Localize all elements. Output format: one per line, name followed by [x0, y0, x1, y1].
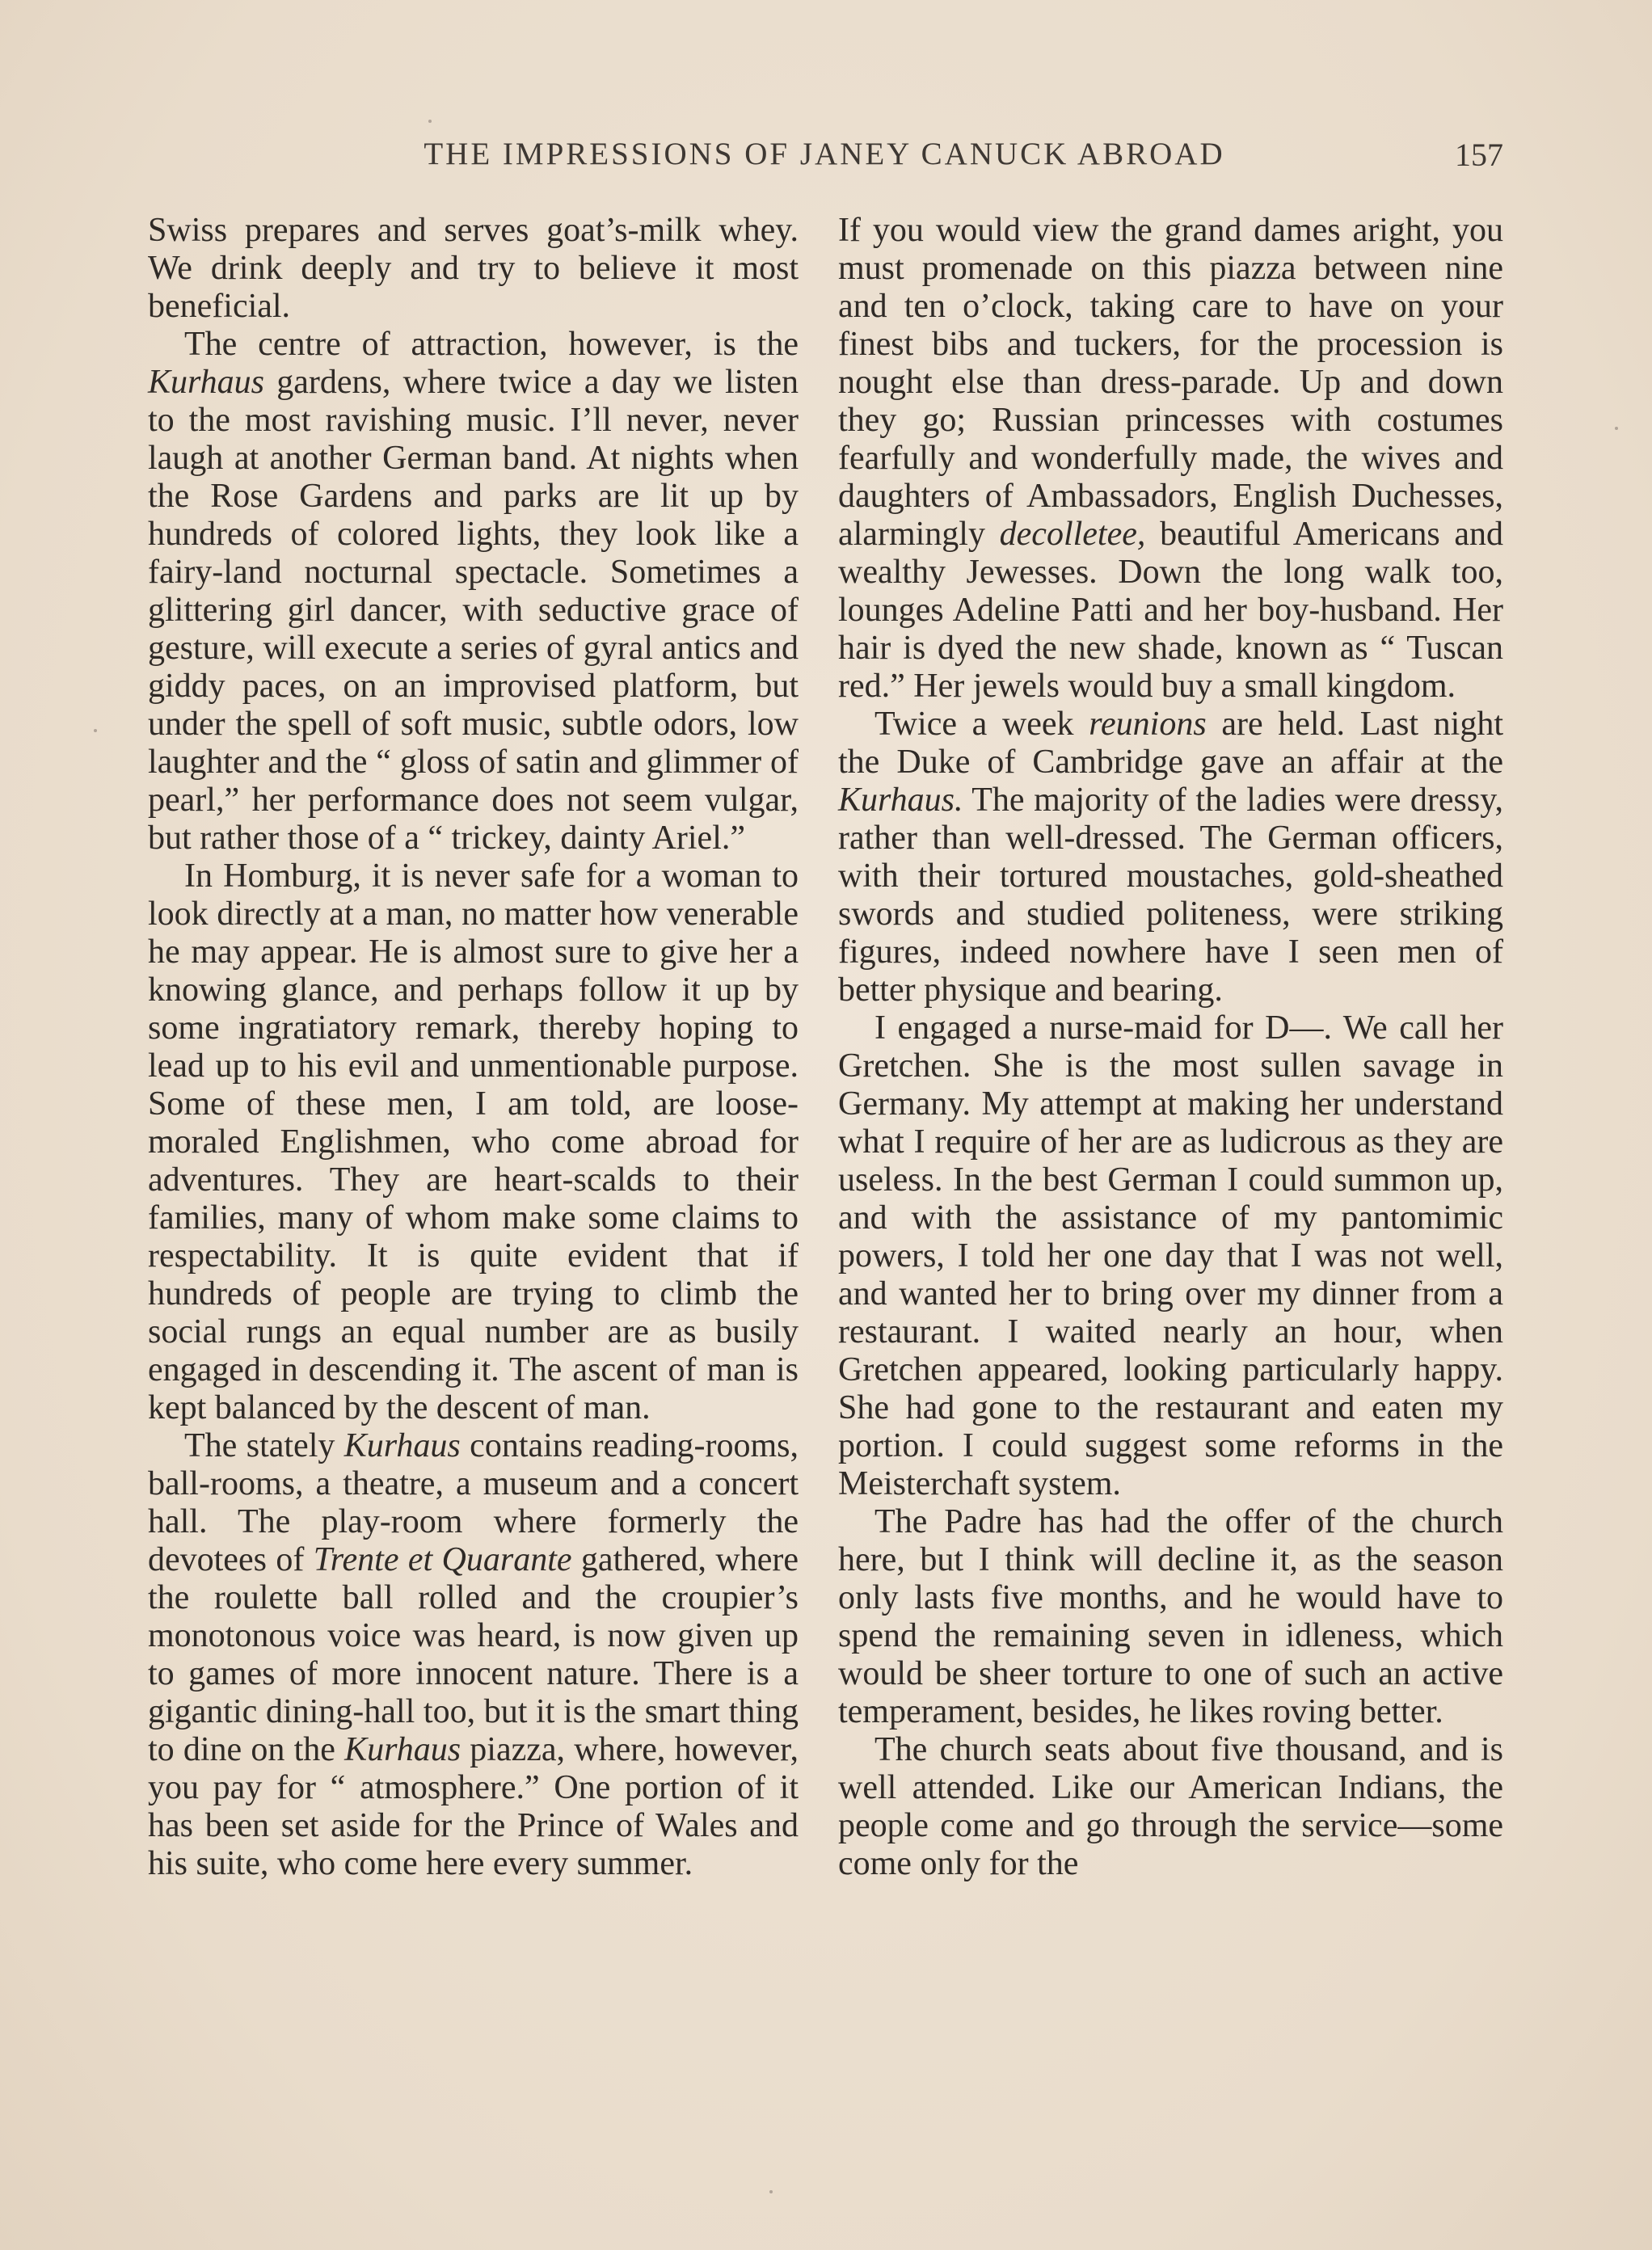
- running-title: THE IMPRESSIONS OF JANEY CANUCK ABROAD: [424, 137, 1225, 171]
- italic-term: Kurhaus: [343, 1427, 461, 1464]
- paragraph-text: In Homburg, it is never safe for a woman to look directly at a man, no matter how venerable he may appear. He is almost sure to give her a knowing glance, and perhaps follow it up by some ingratiatory remark, thereby hoping to lead up to his evil and unmentionable purpose. Some of these men, I am told, are loose-moraled Englishmen, who come abroad for adventures. They are heart-scalds to their families, many of whom make some claims to respectability. It is quite evident that if hundreds of people are trying to climb the social rungs an equal number are as busily engaged in descending it. The ascent of man is kept balanced by the descent of man.: [148, 857, 799, 1426]
- paper-speck: [94, 729, 97, 732]
- italic-term: decolletee,: [999, 516, 1146, 553]
- paragraph: [838, 212, 1503, 706]
- right-column: [838, 212, 1503, 1883]
- paragraph-text: The church seats about five thousand, and is well attended. Like our American Indians, the people come and go through the service—some come only for the: [838, 1731, 1503, 1882]
- paragraph-text: The centre of attraction, however, is the: [184, 326, 799, 363]
- paper-speck: [428, 120, 432, 123]
- paragraph-text: I engaged a nurse-maid for D—. We call her Gretchen. She is the most sullen savage in Germany. My attempt at making her understand what I require of her are as ludicrous as they are useless. In the best German I could summon up, and with the assistance of my pantomimic powers, I told her one day that I was not well, and wanted her to bring over my dinner from a restaurant. I waited nearly an hour, when Gretchen appeared, looking particularly happy. She had gone to the restaurant and eaten my portion. I could suggest some reforms in the Meisterchaft system.: [838, 1009, 1503, 1502]
- paragraph: [838, 1503, 1503, 1731]
- paragraph-text: gathered, where the roulette ball rolled and the croupier’s monotonous voice was heard, is now given up to games of more innocent nature. There is a gigantic dining-hall too, but it is the smart thing to dine on the: [148, 1541, 799, 1768]
- paragraph-text: The majority of the ladies were dressy, rather than well-dressed. The German officers, with their tortured moustaches, gold-sheathed swords and studied politeness, were striking figures, indeed nowhere have I seen men of better physique and bearing.: [838, 782, 1503, 1009]
- italic-term: Kurhaus: [148, 364, 264, 401]
- paper-speck: [769, 2190, 773, 2193]
- paragraph: [148, 212, 799, 326]
- paragraph: [148, 857, 799, 1427]
- italic-term: Kurhaus: [344, 1731, 461, 1768]
- paragraph-text: piazza, where, however, you pay for “ atmosphere.” One portion of it has been set aside for the Prince of Wales and his suite, who come here every summer.: [148, 1731, 799, 1882]
- left-column: [148, 212, 799, 1883]
- italic-term: reunions: [1089, 706, 1207, 743]
- paragraph-text: gardens, where twice a day we listen to the most ravishing music. I’ll never, never laugh at another German band. At nights when the Rose Gardens and parks are lit up by hundreds of colored lights, they look like a fairy-land nocturnal spectacle. Sometimes a glittering girl dancer, with seductive grace of gesture, will execute a series of gyral antics and giddy paces, on an improvised platform, but under the spell of soft music, subtle odors, low laughter and the “ gloss of satin and glimmer of pearl,” her performance does not seem vulgar, but rather those of a “ trickey, dainty Ariel.”: [148, 364, 799, 857]
- paragraph: [838, 1009, 1503, 1503]
- italic-term: Kurhaus.: [838, 782, 963, 819]
- page-number: 157: [1455, 137, 1503, 173]
- paragraph-text: The stately: [184, 1427, 344, 1464]
- paper-speck: [1615, 427, 1618, 430]
- paragraph-text: If you would view the grand dames aright, you must promenade on this piazza between nine and ten o’clock, taking care to have on your finest bibs and tuckers, for the procession is nought else than dress-parade. Up and down they go; Russian princesses with costumes fearfully and wonderfully made, the wives and daughters of Ambassadors, English Duchesses, alarmingly: [838, 212, 1503, 553]
- paragraph-text: The Padre has had the offer of the church here, but I think will decline it, as the season only lasts five months, and he would have to spend the remaining seven in idleness, which would be sheer torture to one of such an active temperament, besides, he likes roving better.: [838, 1503, 1503, 1730]
- paragraph: [838, 706, 1503, 1009]
- paragraph-text: beautiful Americans and wealthy Jewesses. Down the long walk too, lounges Adeline Patti and her boy-husband. Her hair is dyed the new shade, known as “ Tuscan red.” Her jewels would buy a small kingdom.: [838, 516, 1503, 705]
- paragraph-text: are held. Last night the Duke of Cambridge gave an affair at the: [838, 706, 1503, 781]
- paragraph: [838, 1731, 1503, 1883]
- paragraph-text: Swiss prepares and serves goat’s-milk whey. We drink deeply and try to believe it most beneficial.: [148, 212, 799, 325]
- paragraph: [148, 1427, 799, 1883]
- paragraph-text: Twice a week: [874, 706, 1089, 743]
- paragraph: [148, 326, 799, 857]
- italic-term: Trente et Quarante: [313, 1541, 572, 1578]
- running-head: [145, 136, 1503, 184]
- paragraph-text: contains reading-rooms, ball-rooms, a theatre, a museum and a concert hall. The play-room where formerly the devotees of: [148, 1427, 799, 1578]
